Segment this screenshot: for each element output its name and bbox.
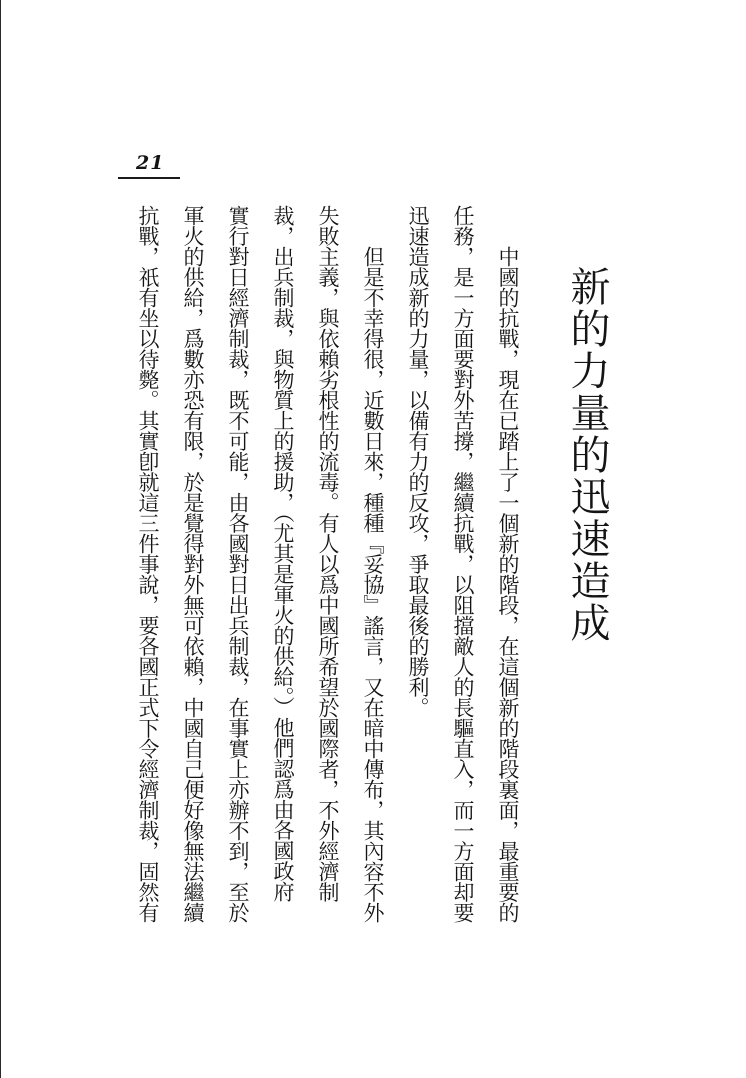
page-number: 21: [136, 152, 165, 174]
text-line-6: 裁，出兵制裁，與物質上的援助，（尤其是軍火的供給。）他們認爲由各國政府: [271, 205, 295, 902]
text-line-2: 任務，是一方面要對外苦撐，繼續抗戰，以阻擋敵人的長驅直入，而一方面却要: [451, 205, 475, 923]
article-title: 新的力量的迅速造成: [564, 266, 610, 644]
text-line-7: 實行對日經濟制裁，既不可能，由各國對日出兵制裁，在事實上亦辦不到，至於: [226, 205, 250, 923]
page-edge: [0, 0, 1, 1078]
text-line-3: 迅速造成新的力量，以備有力的反攻，爭取最後的勝利。: [406, 205, 430, 718]
text-line-1: 中國的抗戰，現在已踏上了一個新的階段，在這個新的階段裏面，最重要的: [496, 246, 520, 923]
text-line-4: 但是不幸得很，近數日來，種種『妥協』謠言，又在暗中傳布，其內容不外: [361, 246, 385, 923]
text-line-9: 抗戰，祇有坐以待斃。其實卽就這三件事說，要各國正式下令經濟制裁，固然有: [136, 205, 160, 923]
text-line-8: 軍火的供給，爲數亦恐有限，於是覺得對外無可依賴，中國自己便好像無法繼續: [181, 205, 205, 923]
text-line-5: 失敗主義，與依賴劣根性的流毒。有人以爲中國所希望於國際者，不外經濟制: [316, 205, 340, 902]
header-rule: [118, 177, 180, 179]
